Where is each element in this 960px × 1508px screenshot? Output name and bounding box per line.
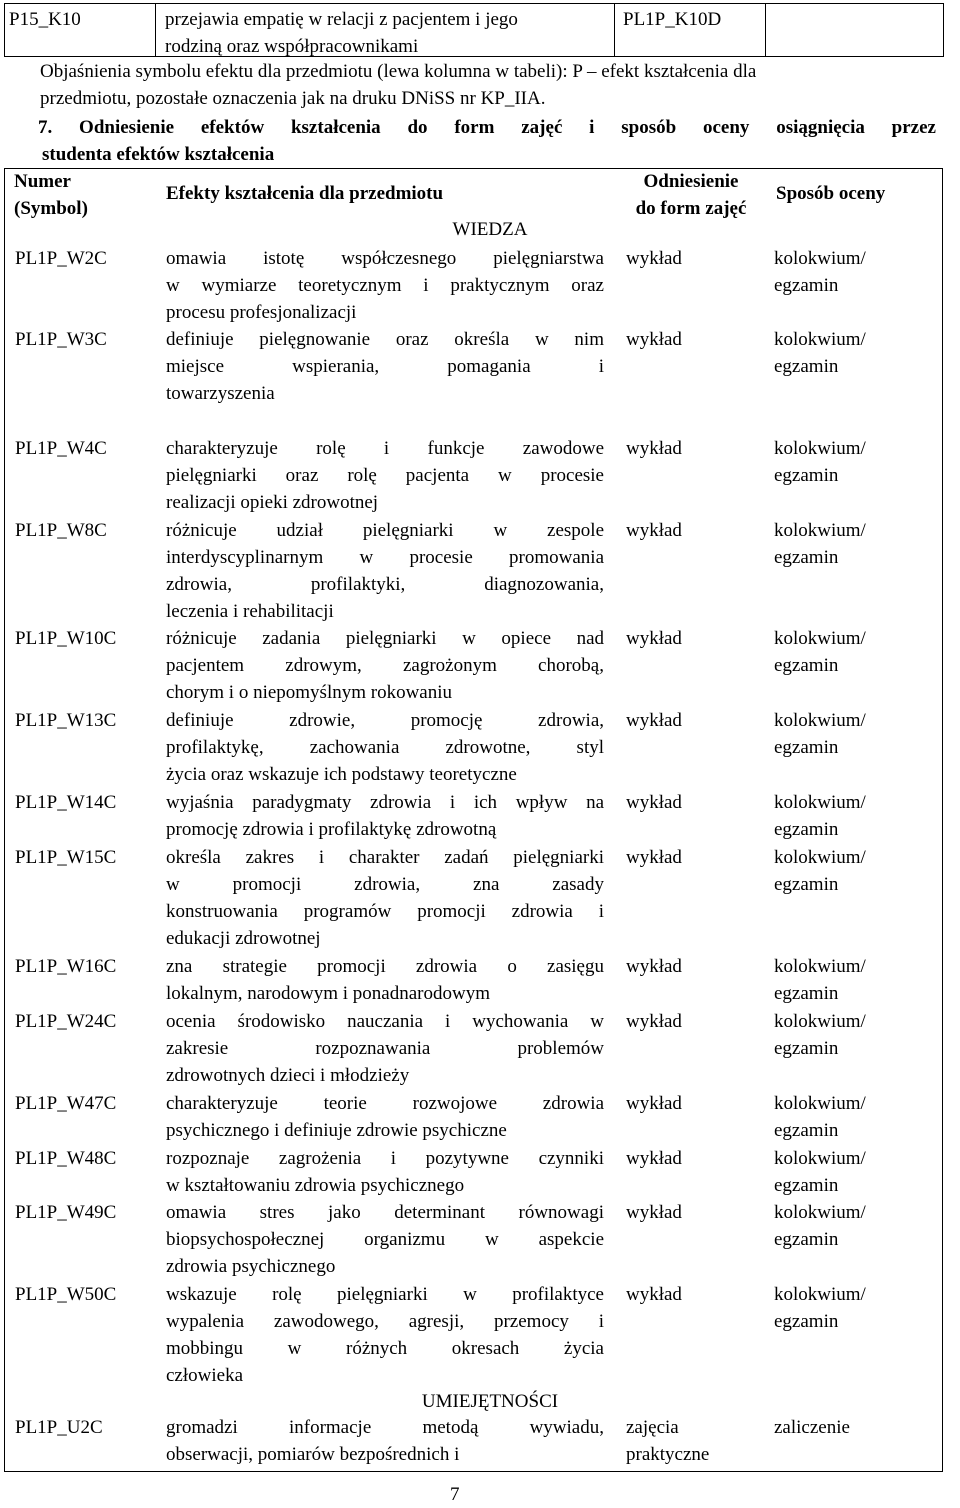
- effect-symbol: PL1P_W15C: [15, 847, 117, 868]
- effect-line: zdrowia psychicznego: [166, 1256, 336, 1277]
- assessment-line: kolokwium/: [774, 1284, 866, 1305]
- effect-symbol: PL1P_W24C: [15, 1011, 117, 1032]
- effect-line: określa zakres i charakter zadań pielęgniarki: [166, 847, 604, 868]
- assessment-method: [774, 1008, 866, 1062]
- assessment-line: egzamin: [774, 1229, 839, 1250]
- form-of-classes: [626, 1090, 682, 1117]
- assessment-line: kolokwium/: [774, 329, 866, 350]
- effect-line: w wymiarze teoretycznym i praktycznym oraz: [166, 275, 604, 296]
- form-line: wykład: [626, 628, 682, 649]
- effect-symbol: PL1P_W16C: [15, 956, 117, 977]
- effect-line: wyjaśnia paradygmaty zdrowia i ich wpływ na: [166, 792, 604, 813]
- form-line: wykład: [626, 438, 682, 459]
- effect-line: obserwacji, pomiarów bezpośrednich i: [166, 1444, 460, 1465]
- effect-description: [166, 517, 604, 625]
- assessment-method: [774, 517, 866, 571]
- row-description: [165, 6, 605, 60]
- effect-line: charakteryzuje rolę i funkcje zawodowe: [166, 438, 604, 459]
- assessment-method: [774, 245, 866, 299]
- form-of-classes: [626, 326, 682, 353]
- assessment-line: kolokwium/: [774, 1011, 866, 1032]
- assessment-line: egzamin: [774, 356, 839, 377]
- effect-line: konstruowania programów promocji zdrowia i: [166, 901, 604, 922]
- assessment-line: kolokwium/: [774, 1202, 866, 1223]
- assessment-line: kolokwium/: [774, 847, 866, 868]
- form-line: wykład: [626, 1148, 682, 1169]
- form-of-classes: [626, 1008, 682, 1035]
- effect-symbol: PL1P_W48C: [15, 1148, 117, 1169]
- effect-line: biopsychospołecznej organizmu w aspekcie: [166, 1229, 604, 1250]
- effect-line: rozpoznaje zagrożenia i pozytywne czynniki: [166, 1148, 604, 1169]
- effect-line: towarzyszenia: [166, 383, 275, 404]
- form-line: wykład: [626, 710, 682, 731]
- form-of-classes: [626, 953, 682, 980]
- effect-line: mobbingu w różnych okresach życia: [166, 1338, 604, 1359]
- effect-description: [166, 1090, 604, 1144]
- effect-symbol: PL1P_W10C: [15, 628, 117, 649]
- assessment-method: [774, 1281, 866, 1335]
- form-of-classes: [626, 1281, 682, 1308]
- effect-symbol: PL1P_U2C: [15, 1417, 103, 1438]
- effect-line: charakteryzuje teorie rozwojowe zdrowia: [166, 1093, 604, 1114]
- header-forms-line: do form zajęć: [635, 198, 747, 219]
- form-of-classes: [626, 245, 682, 272]
- effect-description: [166, 435, 604, 516]
- effect-line: definiuje pielęgnowanie oraz określa w nim: [166, 329, 604, 350]
- effect-line: zdrowotnych dzieci i młodzieży: [166, 1065, 410, 1086]
- effect-symbol: PL1P_W14C: [15, 792, 117, 813]
- section-heading-line: studenta efektów kształcenia: [42, 144, 275, 165]
- effect-symbol: PL1P_W49C: [15, 1202, 117, 1223]
- section-heading-line: 7. Odniesienie efektów kształcenia do form zajęć i sposób oceny osiągnięcia przez: [38, 117, 936, 138]
- assessment-method: [774, 953, 866, 1007]
- assessment-line: kolokwium/: [774, 438, 866, 459]
- effect-line: w promocji zdrowia, zna zasady: [166, 874, 604, 895]
- effect-symbol: PL1P_W47C: [15, 1093, 117, 1114]
- explanation-paragraph: [16, 58, 916, 112]
- effect-line: promocję zdrowia i profilaktykę zdrowotną: [166, 819, 497, 840]
- assessment-method: [774, 625, 866, 679]
- form-of-classes: [626, 844, 682, 871]
- effect-description: [166, 1145, 604, 1199]
- effect-description: [166, 1414, 604, 1468]
- previous-table-row: [4, 3, 944, 57]
- effect-line: zdrowia, profilaktyki, diagnozowania,: [166, 574, 604, 595]
- effect-line: definiuje zdrowie, promocję zdrowia,: [166, 710, 604, 731]
- effect-line: procesu profesjonalizacji: [166, 302, 357, 323]
- effect-description: [166, 326, 604, 407]
- effect-line: lokalnym, narodowym i ponadnarodowym: [166, 983, 491, 1004]
- assessment-line: egzamin: [774, 983, 839, 1004]
- effect-line: pacjentem zdrowym, zagrożonym chorobą,: [166, 655, 604, 676]
- column-divider: [765, 4, 766, 56]
- explanation-line: przedmiotu, pozostałe oznaczenia jak na druku DNiSS nr KP_IIA.: [40, 88, 546, 109]
- form-of-classes: [626, 625, 682, 652]
- effect-line: wskazuje rolę pielęgniarki w profilaktyce: [166, 1284, 604, 1305]
- explanation-line: Objaśnienia symbolu efektu dla przedmiotu (lewa kolumna w tabeli): P – efekt kształcenia dla: [40, 61, 757, 82]
- header-forms: [626, 168, 756, 222]
- form-line: wykład: [626, 248, 682, 269]
- assessment-line: egzamin: [774, 1311, 839, 1332]
- form-line: wykład: [626, 1093, 682, 1114]
- effect-line: psychicznego i definiuje zdrowie psychiczne: [166, 1120, 507, 1141]
- effect-line: różnicuje udział pielęgniarki w zespole: [166, 520, 604, 541]
- assessment-line: egzamin: [774, 819, 839, 840]
- assessment-line: kolokwium/: [774, 792, 866, 813]
- effect-description: [166, 1008, 604, 1089]
- assessment-line: egzamin: [774, 465, 839, 486]
- page-number: 7: [450, 1484, 460, 1505]
- assessment-line: egzamin: [774, 655, 839, 676]
- form-of-classes: [626, 1199, 682, 1226]
- effect-line: ocenia środowisko nauczania i wychowania w: [166, 1011, 604, 1032]
- assessment-line: kolokwium/: [774, 520, 866, 541]
- assessment-line: egzamin: [774, 874, 839, 895]
- assessment-method: [774, 326, 866, 380]
- form-of-classes: [626, 517, 682, 544]
- header-symbol: [14, 168, 88, 222]
- effect-symbol: PL1P_W3C: [15, 329, 107, 350]
- assessment-line: kolokwium/: [774, 1093, 866, 1114]
- section-heading: [16, 114, 936, 168]
- assessment-line: egzamin: [774, 1038, 839, 1059]
- effect-line: miejsce wspierania, pomagania i: [166, 356, 604, 377]
- column-divider: [614, 4, 615, 56]
- assessment-line: egzamin: [774, 547, 839, 568]
- header-assessment: Sposób oceny: [776, 183, 886, 204]
- assessment-method: [774, 707, 866, 761]
- header-symbol-line: (Symbol): [14, 198, 88, 219]
- effect-description: [166, 707, 604, 788]
- assessment-line: kolokwium/: [774, 248, 866, 269]
- effect-line: omawia istotę współczesnego pielęgniarstwa: [166, 248, 604, 269]
- effect-line: gromadzi informacje metodą wywiadu,: [166, 1417, 604, 1438]
- form-line: wykład: [626, 329, 682, 350]
- assessment-method: [774, 1414, 850, 1441]
- effect-symbol: PL1P_W8C: [15, 520, 107, 541]
- category-knowledge: WIEDZA: [452, 219, 528, 240]
- form-line: wykład: [626, 956, 682, 977]
- effect-symbol: PL1P_W50C: [15, 1284, 117, 1305]
- effect-line: chorym i o niepomyślnym rokowaniu: [166, 682, 453, 703]
- effect-symbol: PL1P_W4C: [15, 438, 107, 459]
- effect-line: życia oraz wskazuje ich podstawy teoretyczne: [166, 764, 517, 785]
- column-divider: [155, 4, 156, 56]
- effect-description: [166, 953, 604, 1007]
- form-line: wykład: [626, 847, 682, 868]
- form-of-classes: [626, 435, 682, 462]
- assessment-line: kolokwium/: [774, 628, 866, 649]
- effect-line: wypalenia zawodowego, agresji, przemocy i: [166, 1311, 604, 1332]
- effect-description: [166, 844, 604, 952]
- effect-line: różnicuje zadania pielęgniarki w opiece nad: [166, 628, 604, 649]
- form-line: wykład: [626, 1202, 682, 1223]
- assessment-method: [774, 1199, 866, 1253]
- assessment-method: [774, 1145, 866, 1199]
- assessment-method: [774, 1090, 866, 1144]
- assessment-method: [774, 789, 866, 843]
- form-of-classes: [626, 1145, 682, 1172]
- row-code: P15_K10: [9, 9, 81, 30]
- row-reference: PL1P_K10D: [623, 9, 722, 30]
- effect-line: edukacji zdrowotnej: [166, 928, 321, 949]
- assessment-line: kolokwium/: [774, 710, 866, 731]
- header-symbol-line: Numer: [14, 171, 71, 192]
- assessment-line: egzamin: [774, 1175, 839, 1196]
- effect-description: [166, 789, 604, 843]
- effect-line: człowieka: [166, 1365, 244, 1386]
- effect-symbol: PL1P_W13C: [15, 710, 117, 731]
- effect-line: omawia stres jako determinant równowagi: [166, 1202, 604, 1223]
- form-line: wykład: [626, 792, 682, 813]
- form-line: wykład: [626, 1011, 682, 1032]
- effect-line: leczenia i rehabilitacji: [166, 601, 334, 622]
- effect-description: [166, 625, 604, 706]
- assessment-line: zaliczenie: [774, 1417, 850, 1438]
- assessment-line: kolokwium/: [774, 1148, 866, 1169]
- effect-line: pielęgniarki oraz rolę pacjenta w procesie: [166, 465, 604, 486]
- effect-description: [166, 245, 604, 326]
- form-line: zajęcia: [626, 1417, 679, 1438]
- row-description-line: przejawia empatię w relacji z pacjentem i jego: [165, 9, 518, 30]
- form-line: wykład: [626, 1284, 682, 1305]
- effect-line: w kształtowaniu zdrowia psychicznego: [166, 1175, 465, 1196]
- form-of-classes: [626, 707, 682, 734]
- header-effects: Efekty kształcenia dla przedmiotu: [166, 183, 444, 204]
- assessment-line: kolokwium/: [774, 956, 866, 977]
- form-of-classes: [626, 789, 682, 816]
- form-line: wykład: [626, 520, 682, 541]
- category-skills: UMIEJĘTNOŚCI: [421, 1391, 559, 1412]
- assessment-method: [774, 435, 866, 489]
- effect-symbol: PL1P_W2C: [15, 248, 107, 269]
- header-forms-line: Odniesienie: [643, 171, 739, 192]
- effect-line: profilaktykę, zachowania zdrowotne, styl: [166, 737, 604, 758]
- assessment-line: egzamin: [774, 1120, 839, 1141]
- assessment-method: [774, 844, 866, 898]
- effect-line: interdyscyplinarnym w procesie promowania: [166, 547, 604, 568]
- effect-description: [166, 1199, 604, 1280]
- row-description-line: rodziną oraz współpracownikami: [165, 36, 419, 57]
- effect-line: zakresie rozpoznawania problemów: [166, 1038, 604, 1059]
- effect-line: zna strategie promocji zdrowia o zasięgu: [166, 956, 604, 977]
- form-of-classes: [626, 1414, 709, 1468]
- effect-description: [166, 1281, 604, 1389]
- assessment-line: egzamin: [774, 275, 839, 296]
- assessment-line: egzamin: [774, 737, 839, 758]
- effect-line: realizacji opieki zdrowotnej: [166, 492, 379, 513]
- form-line: praktyczne: [626, 1444, 710, 1465]
